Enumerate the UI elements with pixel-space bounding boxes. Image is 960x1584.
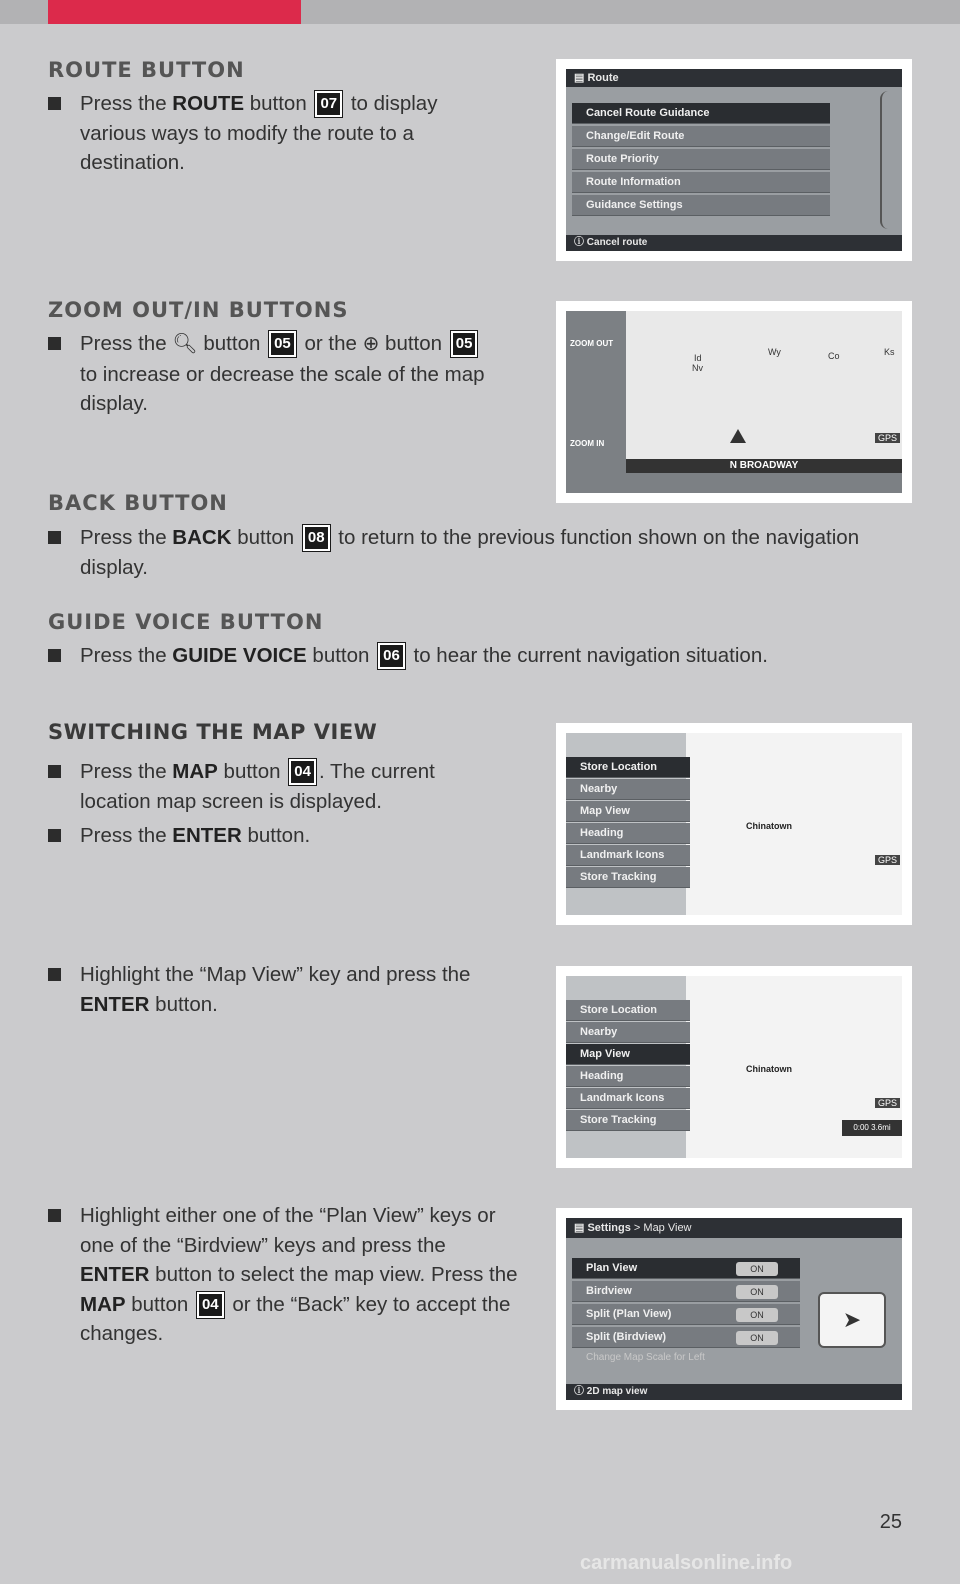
zoom-in-label: ZOOM IN — [570, 439, 605, 448]
text: to return to the previous function shown on the navigation display. — [80, 526, 860, 579]
menu-item: Landmark Icons — [566, 1088, 690, 1109]
text: button — [244, 92, 307, 115]
footer-text: 2D map view — [586, 1386, 648, 1397]
button-number-badge: 05 — [269, 331, 296, 357]
map-place-label: Wy — [768, 347, 781, 357]
on-toggle: ON — [736, 1285, 778, 1299]
text: Press the — [80, 526, 173, 549]
map-place-label: Co — [828, 351, 840, 361]
settings-screen-image — [556, 1208, 912, 1410]
nav-screen — [566, 69, 902, 251]
text: . The current location map screen is displayed. — [80, 760, 435, 813]
menu-item: Route Information — [572, 172, 830, 193]
menu-item: Plan View — [572, 1258, 800, 1279]
top-color-bar — [0, 0, 960, 24]
text: to hear the current navigation situation. — [407, 644, 768, 667]
bullet — [48, 97, 61, 110]
distance-readout: 3.6mi — [871, 1123, 891, 1132]
map-area — [686, 733, 902, 915]
zoom-heading: ZOOM OUT/IN BUTTONS — [48, 298, 349, 322]
bullet — [48, 649, 61, 662]
route-keyword: ROUTE — [172, 92, 245, 115]
text: button. — [241, 824, 311, 847]
menu-item: Change/Edit Route — [572, 126, 830, 147]
store-location-screen-image — [556, 723, 912, 925]
page-number: 25 — [879, 1511, 902, 1533]
screen-footer: ⓘ 2D map view — [566, 1384, 902, 1400]
button-number-badge: 06 — [378, 643, 405, 669]
bullet — [48, 968, 61, 981]
menu-item: Heading — [566, 1066, 690, 1087]
watermark: carmanualsonline.info — [580, 1552, 793, 1574]
map-area — [626, 311, 902, 461]
switch-step2 — [80, 821, 480, 851]
menu-item: Split (Birdview) — [572, 1327, 800, 1348]
map-view-screen-image — [556, 966, 912, 1168]
text: to increase or decrease the scale of the map display. — [80, 362, 485, 415]
back-keyword: BACK — [172, 526, 232, 549]
menu-item: Store Location — [566, 1000, 690, 1021]
text: Highlight the “Map View” key and press the — [80, 963, 471, 986]
back-heading: BACK BUTTON — [48, 491, 228, 515]
menu-item: Nearby — [566, 779, 690, 800]
guide-text — [80, 641, 920, 671]
switch-step1 — [80, 757, 480, 816]
text: button — [125, 1292, 189, 1316]
text: button — [379, 332, 443, 355]
button-number-badge: 04 — [197, 1292, 224, 1318]
time-distance-bar — [842, 1120, 902, 1136]
on-toggle: ON — [736, 1262, 778, 1276]
menu-item: Landmark Icons — [566, 845, 690, 866]
route-text — [80, 89, 500, 178]
gps-indicator: GPS — [875, 433, 900, 443]
text: button to select the map view. Press the — [149, 1263, 518, 1286]
map-preview-arrow-icon: ➤ — [818, 1292, 886, 1348]
text: Press the — [80, 760, 173, 783]
menu-item: Nearby — [566, 1022, 690, 1043]
red-accent-bar — [48, 0, 301, 24]
text: button — [197, 332, 261, 355]
text: button — [217, 760, 281, 783]
back-text — [80, 523, 900, 582]
bullet — [48, 337, 61, 350]
vehicle-arrow-icon — [730, 429, 746, 443]
menu-item: Store Tracking — [566, 1110, 690, 1131]
text: or the “Back” key to accept the changes. — [80, 1292, 511, 1345]
text: Press the — [80, 644, 173, 667]
text: Press the — [80, 332, 173, 355]
text: button — [231, 526, 295, 549]
map-place-label: Id — [694, 353, 702, 363]
menu-item: Guidance Settings — [572, 195, 830, 216]
menu-item: Birdview — [572, 1281, 800, 1302]
nav-screen — [566, 1218, 902, 1400]
route-screen-image — [556, 59, 912, 261]
text: button — [306, 644, 370, 667]
button-number-badge: 08 — [303, 525, 330, 551]
zoom-text — [80, 329, 530, 419]
screen-header: ▤ Route — [566, 69, 902, 87]
guide-keyword: GUIDE VOICE — [172, 644, 307, 667]
bullet — [48, 531, 61, 544]
enter-keyword: ENTER — [80, 992, 150, 1016]
zoom-screen-image — [556, 301, 912, 503]
enter-keyword: ENTER — [80, 1263, 150, 1286]
nav-screen — [566, 976, 902, 1158]
time-readout: 0:00 — [853, 1123, 869, 1132]
switch-step3 — [80, 960, 510, 1019]
menu-item: Route Priority — [572, 149, 830, 170]
footer-text: Cancel route — [586, 237, 648, 248]
menu-item: Split (Plan View) — [572, 1304, 800, 1325]
text: button. — [149, 992, 218, 1016]
map-place-label: Ks — [884, 347, 895, 357]
bullet — [48, 829, 61, 842]
menu-item: Heading — [566, 823, 690, 844]
zoom-out-icon: 🔍︎ — [172, 333, 198, 355]
route-heading: ROUTE BUTTON — [48, 58, 245, 82]
menu-item: Map View — [566, 1044, 690, 1065]
text: to display various ways to modify the route to a destination. — [80, 92, 438, 174]
bullet — [48, 1209, 61, 1222]
screen-title: Route — [587, 72, 619, 84]
on-toggle: ON — [736, 1331, 778, 1345]
screen-footer: ⓘ Cancel route — [566, 235, 902, 251]
button-number-badge: 04 — [289, 759, 316, 785]
bullet — [48, 765, 61, 778]
menu-item: Cancel Route Guidance — [572, 103, 830, 124]
screen-title: Settings — [587, 1222, 631, 1234]
button-number-badge: 07 — [315, 91, 342, 117]
nav-screen — [566, 311, 902, 493]
screen-header: ▤ Settings > Map View — [566, 1218, 902, 1238]
menu-item: Store Tracking — [566, 867, 690, 888]
map-keyword: MAP — [172, 760, 218, 783]
guide-heading: GUIDE VOICE BUTTON — [48, 610, 324, 634]
gps-indicator: GPS — [875, 1098, 900, 1108]
text: or the — [298, 332, 363, 355]
zoom-in-icon: ⊕ — [362, 333, 380, 355]
nav-screen — [566, 733, 902, 915]
scroll-rail — [880, 91, 896, 229]
text: Press the — [80, 92, 173, 115]
on-toggle: ON — [736, 1308, 778, 1322]
map-place-label: Chinatown — [746, 821, 792, 831]
menu-item: Store Location — [566, 757, 690, 778]
switch-step4 — [80, 1201, 520, 1349]
gps-indicator: GPS — [875, 855, 900, 865]
map-keyword: MAP — [80, 1292, 126, 1316]
text: Press the — [80, 824, 173, 847]
button-number-badge: 05 — [451, 331, 478, 357]
switching-heading: SWITCHING THE MAP VIEW — [48, 720, 378, 744]
breadcrumb: > Map View — [633, 1222, 692, 1234]
map-place-label: Chinatown — [746, 1064, 792, 1074]
enter-keyword: ENTER — [172, 824, 242, 847]
map-place-label: Nv — [692, 363, 703, 373]
disabled-menu-item: Change Map Scale for Left — [586, 1352, 705, 1363]
zoom-out-label: ZOOM OUT — [570, 339, 614, 348]
menu-item: Map View — [566, 801, 690, 822]
text: Highlight either one of the “Plan View” keys or one of the “Birdview” keys and press the — [80, 1204, 496, 1257]
street-name-bar: N BROADWAY — [626, 459, 902, 473]
